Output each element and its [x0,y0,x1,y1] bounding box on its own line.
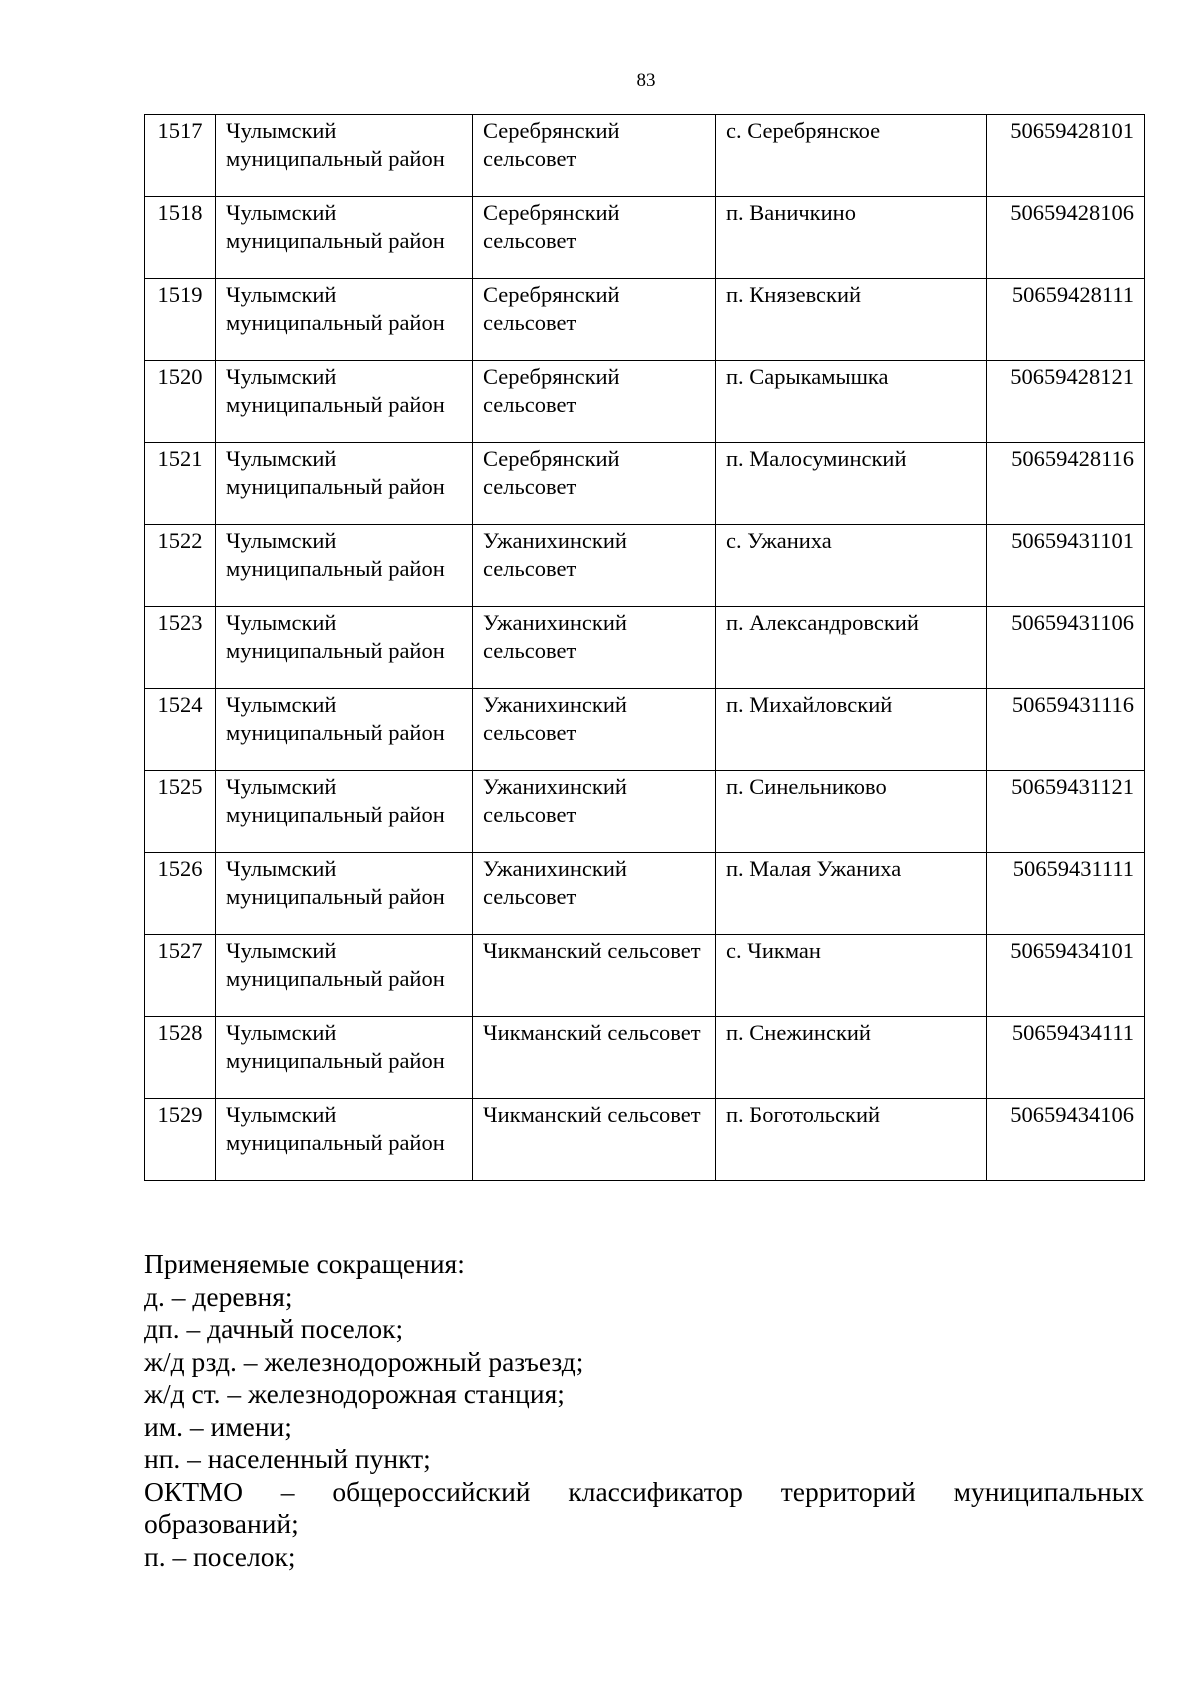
district-cell: Чулымский муниципальный район [216,525,473,607]
table-row [145,1099,1145,1181]
oktmo-code-cell: 50659428116 [987,443,1145,525]
abbreviation-item: п. – поселок; [144,1540,296,1572]
district-cell: Чулымский муниципальный район [216,1099,473,1181]
settlement-cell: п. Синельниково [716,771,987,853]
abbreviation-oktmo: ОКТМО – общероссийский классификатор территорий муниципальных [144,1475,1144,1507]
table-row [145,115,1145,197]
oktmo-code-cell: 50659434101 [987,935,1145,1017]
page-number: 83 [636,70,656,91]
settlement-cell: п. Ваничкино [716,197,987,279]
table-row [145,935,1145,1017]
abbreviation-item: дп. – дачный поселок; [144,1313,404,1344]
oktmo-code-cell: 50659428111 [987,279,1145,361]
district-cell: Чулымский муниципальный район [216,115,473,197]
council-cell: Чикманский сельсовет [473,1017,716,1099]
district-cell: Чулымский муниципальный район [216,853,473,935]
oktmo-code-cell: 50659431106 [987,607,1145,689]
table-row [145,607,1145,689]
abbreviation-item: ж/д рзд. – железнодорожный разъезд; [144,1345,584,1377]
table-row [145,525,1145,607]
table-row [145,279,1145,361]
row-number-cell: 1518 [145,197,216,279]
oktmo-code-cell: 50659431101 [987,525,1145,607]
settlement-cell: п. Малосуминский [716,443,987,525]
council-cell: Серебрянский сельсовет [473,361,716,443]
council-cell: Ужанихинский сельсовет [473,771,716,853]
row-number-cell: 1522 [145,525,216,607]
council-cell: Чикманский сельсовет [473,935,716,1017]
oktmo-code-cell: 50659431121 [987,771,1145,853]
abbreviation-oktmo-continued: образований; [144,1508,299,1539]
row-number-cell: 1520 [145,361,216,443]
district-cell: Чулымский муниципальный район [216,443,473,525]
row-number-cell: 1526 [145,853,216,935]
oktmo-code-cell: 50659434111 [987,1017,1145,1099]
oktmo-code-cell: 50659428121 [987,361,1145,443]
oktmo-code-cell: 50659431116 [987,689,1145,771]
settlement-cell: п. Князевский [716,279,987,361]
district-cell: Чулымский муниципальный район [216,279,473,361]
oktmo-code-cell: 50659428101 [987,115,1145,197]
district-cell: Чулымский муниципальный район [216,361,473,443]
row-number-cell: 1525 [145,771,216,853]
row-number-cell: 1521 [145,443,216,525]
settlement-cell: п. Малая Ужаниха [716,853,987,935]
abbreviations-heading: Применяемые сокращения: [144,1248,465,1279]
district-cell: Чулымский муниципальный район [216,1017,473,1099]
row-number-cell: 1528 [145,1017,216,1099]
table-row [145,361,1145,443]
abbreviations-section [144,1248,1144,1573]
district-cell: Чулымский муниципальный район [216,197,473,279]
row-number-cell: 1519 [145,279,216,361]
table-row [145,853,1145,935]
settlement-cell: с. Чикман [716,935,987,1017]
council-cell: Серебрянский сельсовет [473,279,716,361]
row-number-cell: 1523 [145,607,216,689]
oktmo-code-cell: 50659431111 [987,853,1145,935]
row-number-cell: 1527 [145,935,216,1017]
council-cell: Ужанихинский сельсовет [473,689,716,771]
table-row [145,1017,1145,1099]
table-body [145,115,1145,1181]
table-row [145,689,1145,771]
table-row [145,771,1145,853]
settlements-table [144,114,1145,1181]
council-cell: Чикманский сельсовет [473,1099,716,1181]
settlement-cell: п. Сарыкамышка [716,361,987,443]
row-number-cell: 1524 [145,689,216,771]
council-cell: Серебрянский сельсовет [473,115,716,197]
settlement-cell: п. Александровский [716,607,987,689]
council-cell: Ужанихинский сельсовет [473,853,716,935]
abbreviation-item: им. – имени; [144,1410,292,1442]
oktmo-code-cell: 50659434106 [987,1099,1145,1181]
settlement-cell: п. Михайловский [716,689,987,771]
district-cell: Чулымский муниципальный район [216,607,473,689]
council-cell: Ужанихинский сельсовет [473,525,716,607]
table-row [145,443,1145,525]
settlement-cell: п. Снежинский [716,1017,987,1099]
settlement-cell: с. Серебрянское [716,115,987,197]
row-number-cell: 1517 [145,115,216,197]
council-cell: Серебрянский сельсовет [473,443,716,525]
district-cell: Чулымский муниципальный район [216,689,473,771]
council-cell: Ужанихинский сельсовет [473,607,716,689]
table-row [145,197,1145,279]
abbreviation-item: д. – деревня; [144,1280,293,1312]
oktmo-code-cell: 50659428106 [987,197,1145,279]
settlement-cell: п. Боготольский [716,1099,987,1181]
district-cell: Чулымский муниципальный район [216,771,473,853]
settlement-cell: с. Ужаниха [716,525,987,607]
abbreviation-item: ж/д ст. – железнодорожная станция; [144,1378,565,1409]
council-cell: Серебрянский сельсовет [473,197,716,279]
district-cell: Чулымский муниципальный район [216,935,473,1017]
abbreviation-item: нп. – населенный пункт; [144,1443,431,1474]
row-number-cell: 1529 [145,1099,216,1181]
